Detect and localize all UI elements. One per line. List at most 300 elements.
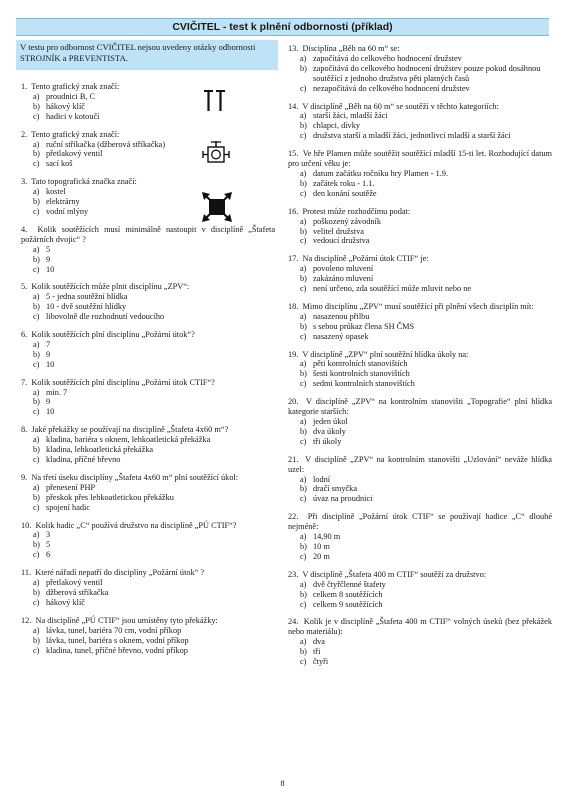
answer-option	[33, 255, 275, 265]
question-number: 21.	[288, 454, 299, 464]
option-letter: a)	[300, 111, 307, 121]
question-label: Tento grafický znak značí:	[31, 82, 120, 91]
question	[21, 425, 275, 465]
option-text: započítává do celkového hodnocení družstev pouze pokud dosáhnou soutěžící z jednoho družstva pěti platných časů	[313, 63, 541, 83]
option-letter: a)	[33, 139, 40, 149]
water-mill-map-symbol-icon	[199, 191, 235, 223]
option-text: lávka, tunel, bariéra 70 cm, vodní příkop	[46, 625, 182, 635]
option-text: šesti kontrolních stanovištích	[313, 369, 410, 379]
question-label: Kolik hadic „C“ používá družstvo na disciplíně „PÚ CTIF“?	[35, 520, 237, 530]
answer-options	[21, 92, 275, 122]
option-letter: a)	[33, 530, 40, 540]
option-text: tři úkoly	[313, 436, 342, 446]
answer-options	[21, 578, 275, 608]
question	[288, 207, 552, 247]
answer-options	[288, 359, 552, 389]
question-text	[21, 473, 275, 483]
option-letter: b)	[33, 445, 40, 455]
question-text	[21, 330, 275, 340]
option-text: čtyři	[313, 657, 329, 667]
option-text: přenesení PHP	[46, 482, 96, 492]
option-text: sedmi kontrolních stanovištích	[313, 379, 415, 389]
answer-option	[300, 121, 552, 131]
question	[288, 149, 552, 199]
question-text	[21, 282, 275, 292]
answer-option	[300, 284, 552, 294]
option-letter: b)	[33, 149, 40, 159]
answer-option	[33, 92, 275, 102]
question-text	[288, 44, 552, 54]
question	[21, 225, 275, 275]
answer-option	[33, 302, 275, 312]
option-text: kladina, lehkoatletická překážka	[46, 445, 154, 455]
answer-options	[21, 483, 275, 513]
answer-option	[300, 532, 552, 542]
option-text: započítává do celkového hodnocení družstev	[313, 53, 462, 63]
answer-option	[33, 578, 275, 588]
option-text: starší žáci, mladší žáci	[313, 111, 388, 121]
option-letter: a)	[300, 311, 307, 321]
option-letter: b)	[33, 197, 40, 207]
answer-option	[300, 437, 552, 447]
option-letter: c)	[300, 436, 307, 446]
answer-option	[33, 636, 275, 646]
option-letter: c)	[33, 359, 40, 369]
answer-option	[300, 542, 552, 552]
answer-option	[33, 207, 275, 217]
answer-option	[300, 131, 552, 141]
question-number: 16.	[288, 206, 299, 216]
option-letter: b)	[300, 541, 307, 551]
option-letter: a)	[33, 435, 40, 445]
option-text: 5	[46, 540, 51, 550]
answer-option	[33, 312, 275, 322]
question-label: V disciplíně „ZPV“ na kontrolním stanovišti „Topografie“ plní hlídka kategorie starších:	[288, 397, 552, 417]
hose-coupling-symbol-icon	[196, 84, 232, 116]
option-text: tři	[313, 647, 321, 657]
option-letter: b)	[33, 635, 40, 645]
option-letter: a)	[33, 387, 40, 397]
question-label: V disciplíně „Štafeta 400 m CTIF“ soutěží za družstvo:	[302, 569, 487, 579]
answer-option	[300, 169, 552, 179]
answer-option	[33, 397, 275, 407]
question-text	[21, 616, 275, 626]
option-text: 10	[46, 359, 55, 369]
option-text: kladina, bariéra s oknem, lehkoatletická překážka	[46, 435, 211, 445]
question-text	[288, 570, 552, 580]
option-letter: c)	[33, 502, 40, 512]
option-text: začátek roku - 1.1.	[313, 178, 375, 188]
option-letter: b)	[300, 63, 307, 73]
option-letter: c)	[33, 550, 40, 560]
question-text	[288, 512, 552, 532]
answer-option	[33, 265, 275, 275]
option-text: hákový klíč	[46, 597, 85, 607]
option-letter: c)	[33, 159, 40, 169]
option-text: 10 - dvě soutěžní hlídky	[46, 302, 127, 312]
question-number: 20.	[288, 397, 299, 407]
answer-option	[300, 274, 552, 284]
option-text: elektrárny	[46, 197, 80, 207]
question-text	[288, 350, 552, 360]
answer-option	[300, 54, 552, 64]
question-text	[288, 617, 552, 637]
question-text	[288, 455, 552, 475]
answer-option	[33, 407, 275, 417]
page-title: CVIČITEL - test k plnění odbornosti (příklad)	[16, 18, 549, 36]
answer-option	[300, 332, 552, 342]
question-label: Při disciplíně „Požární útok CTIF“ se používají hadice „C“ dlouhé nejméně:	[288, 512, 553, 532]
option-text: nasazený opasek	[313, 331, 369, 341]
answer-option	[300, 322, 552, 332]
answer-option	[300, 111, 552, 121]
option-letter: c)	[300, 551, 307, 561]
option-text: 5 - jedna soutěžní hlídka	[46, 292, 128, 302]
answer-option	[33, 540, 275, 550]
question-text	[21, 425, 275, 435]
question-number: 6.	[21, 330, 28, 340]
answer-options	[288, 169, 552, 199]
option-letter: a)	[33, 482, 40, 492]
answer-option	[300, 189, 552, 199]
option-letter: c)	[33, 264, 40, 274]
option-letter: a)	[33, 244, 40, 254]
answer-option	[33, 350, 275, 360]
question-label: Na třetí úseku disciplíny „Štafeta 4x60 m“ plní soutěžící úkol:	[31, 472, 239, 482]
answer-option	[300, 427, 552, 437]
option-text: 10 m	[313, 541, 330, 551]
option-text: nasazenou přilbu	[313, 311, 370, 321]
answer-options	[21, 435, 275, 465]
answer-option	[33, 530, 275, 540]
answer-option	[300, 179, 552, 189]
option-text: úvaz na proudnici	[313, 494, 373, 504]
question	[21, 177, 275, 217]
option-text: povoleno mluvení	[313, 264, 374, 274]
option-text: min. 7	[46, 387, 68, 397]
question	[288, 455, 552, 505]
option-letter: c)	[33, 206, 40, 216]
option-letter: a)	[33, 625, 40, 635]
option-letter: b)	[300, 274, 307, 284]
option-letter: a)	[33, 91, 40, 101]
question	[288, 350, 552, 390]
option-text: přeskok přes lehkoatletickou překážku	[46, 492, 174, 502]
option-letter: a)	[300, 417, 307, 426]
answer-options	[21, 340, 275, 370]
answer-option	[300, 657, 552, 667]
question	[21, 378, 275, 418]
question-text	[288, 254, 552, 264]
answer-options	[288, 111, 552, 141]
option-text: proudnici B, C	[46, 91, 96, 101]
option-letter: a)	[300, 168, 307, 178]
question	[21, 568, 275, 608]
option-text: dračí smyčka	[313, 484, 358, 494]
question-number: 14.	[288, 101, 299, 111]
option-letter: b)	[300, 426, 307, 436]
option-letter: c)	[300, 331, 307, 341]
answer-options	[21, 187, 275, 217]
answer-option	[33, 503, 275, 513]
question-number: 18.	[288, 301, 299, 311]
option-text: sací koš	[46, 159, 73, 169]
option-text: spojení hadic	[46, 502, 91, 512]
option-text: lávka, tunel, bariéra s oknem, vodní příkop	[46, 635, 189, 645]
option-text: vodní mlýny	[46, 206, 89, 216]
answer-options	[21, 530, 275, 560]
option-letter: c)	[33, 645, 40, 655]
question-number: 3.	[21, 177, 28, 187]
question	[288, 617, 552, 667]
option-text: s sebou průkaz člena SH ČMS	[313, 321, 415, 331]
question-label: Kolik soutěžících plní disciplínu „Požární útok CTIF“?	[31, 377, 215, 387]
question-number: 17.	[288, 254, 299, 264]
option-text: 7	[46, 339, 51, 349]
question-number: 5.	[21, 282, 28, 292]
option-text: přetlakový ventil	[46, 578, 103, 588]
question-label: Kolik soutěžících může plnit disciplínu „ZPV“:	[31, 282, 190, 292]
question-label: Které nářadí nepatří do disciplíny „Požární útok“ ?	[35, 568, 205, 578]
question-label: Na disciplíně „PÚ CTIF“ jsou umístěny tyto překážky:	[35, 615, 218, 625]
option-text: celkem 8 soutěžících	[313, 589, 383, 599]
answer-options	[288, 54, 552, 94]
answer-options	[21, 292, 275, 322]
option-letter: a)	[33, 292, 40, 302]
question-text	[288, 149, 552, 169]
question-number: 12.	[21, 615, 32, 625]
answer-option	[33, 360, 275, 370]
answer-option	[33, 140, 275, 150]
answer-options	[288, 417, 552, 447]
answer-option	[300, 359, 552, 369]
option-letter: b)	[33, 254, 40, 264]
question-label: Ve hře Plamen může soutěžit soutěžící mladší 15-ti let. Rozhodující datum pro určení věku je:	[288, 149, 552, 169]
answer-options	[288, 475, 552, 505]
pressure-valve-symbol-icon	[198, 138, 234, 170]
option-text: celkem 9 soutěžících	[313, 599, 383, 609]
answer-option	[300, 637, 552, 647]
question-text	[21, 177, 275, 187]
answer-option	[33, 483, 275, 493]
option-letter: a)	[33, 187, 40, 197]
option-letter: b)	[300, 484, 307, 494]
question	[288, 44, 552, 94]
question-label: V disciplíně „Běh na 60 m“ se soutěží v těchto kategoriích:	[302, 101, 499, 111]
option-text: přetlakový ventil	[46, 149, 103, 159]
question-text	[21, 568, 275, 578]
option-text: dva	[313, 637, 325, 647]
question-text	[288, 102, 552, 112]
answer-options	[21, 140, 275, 170]
option-text: 9	[46, 254, 51, 264]
question-number: 7.	[21, 377, 28, 387]
answer-option	[300, 236, 552, 246]
answer-options	[21, 245, 275, 275]
answer-option	[33, 435, 275, 445]
answer-option	[33, 550, 275, 560]
option-text: 10	[46, 264, 55, 274]
question-text	[21, 521, 275, 531]
option-text: chlapci, dívky	[313, 121, 361, 131]
option-text: 6	[46, 550, 51, 560]
option-text: 9	[46, 349, 51, 359]
option-text: velitel družstva	[313, 226, 364, 236]
option-letter: c)	[300, 236, 307, 246]
option-letter: a)	[300, 264, 307, 274]
question	[21, 282, 275, 322]
answer-option	[33, 646, 275, 656]
option-text: kostel	[46, 187, 66, 197]
question-number: 23.	[288, 569, 299, 579]
option-letter: b)	[300, 321, 307, 331]
right-column	[288, 44, 552, 675]
question-text	[21, 225, 275, 245]
question-label: Jaké překážky se používají na disciplíně „Štafeta 4x60 m“?	[31, 425, 229, 435]
answer-options	[288, 264, 552, 294]
answer-option	[300, 84, 552, 94]
question-number: 2.	[21, 129, 28, 139]
option-letter: c)	[33, 455, 40, 464]
question-label: Tato topografická značka značí:	[31, 177, 137, 187]
option-text: nezapočítává do celkového hodnocení družstev	[313, 83, 470, 93]
option-letter: a)	[300, 53, 307, 63]
question-number: 10.	[21, 520, 32, 530]
option-text: hákový klíč	[46, 101, 85, 111]
option-letter: b)	[33, 540, 40, 550]
option-text: 10	[46, 407, 55, 417]
option-letter: b)	[300, 226, 307, 236]
option-text: pěti kontrolních stanovištích	[313, 359, 408, 369]
option-text: 14,90 m	[313, 532, 341, 542]
option-letter: c)	[33, 312, 40, 322]
option-text: není určeno, zda soutěžící může mluvit nebo ne	[313, 284, 472, 294]
answer-option	[300, 590, 552, 600]
answer-option	[33, 149, 275, 159]
answer-option	[33, 187, 275, 197]
option-letter: c)	[33, 111, 40, 121]
question-label: Kolik je v disciplíně „Štafeta 400 m CTIF“ volných úseků (bez překážek nebo materiálu):	[288, 617, 552, 637]
answer-options	[288, 580, 552, 610]
question-text	[288, 207, 552, 217]
question	[21, 82, 275, 122]
question-label: Tento grafický znak značí:	[31, 129, 120, 139]
option-text: zakázáno mluvení	[313, 274, 374, 284]
option-letter: a)	[300, 359, 307, 369]
option-text: hadici v kotoučí	[46, 111, 100, 121]
question	[21, 521, 275, 561]
option-letter: c)	[33, 597, 40, 607]
question-label: Na disciplíně „Požární útok CTIF“ je:	[302, 254, 429, 264]
option-letter: b)	[33, 302, 40, 312]
option-text: libovolně dle rozhodnutí vedoucího	[46, 312, 165, 322]
answer-option	[33, 445, 275, 455]
option-text: poškozený závodník	[313, 216, 381, 226]
option-letter: a)	[300, 474, 307, 484]
question-text	[21, 130, 275, 140]
question-label: Kolik soutěžících musí minimálně nastoupit v disciplíně „Štafeta požárních dvojic“ ?	[21, 224, 275, 244]
answer-option	[33, 388, 275, 398]
question-number: 19.	[288, 349, 299, 359]
question-number: 8.	[21, 425, 28, 435]
page-number: 8	[280, 778, 285, 788]
option-letter: b)	[33, 587, 40, 597]
question-label: V disciplíně „ZPV“ plní soutěžní hlídka úkoly na:	[302, 349, 469, 359]
answer-option	[300, 600, 552, 610]
answer-options	[21, 388, 275, 418]
option-letter: c)	[33, 407, 40, 417]
option-text: den konání soutěže	[313, 188, 377, 198]
question	[288, 570, 552, 610]
option-text: džberová stříkačka	[46, 587, 109, 597]
option-text: ruční stříkačka (džberová stříkačka)	[46, 139, 166, 149]
answer-options	[288, 312, 552, 342]
answer-option	[300, 475, 552, 485]
question-number: 15.	[288, 149, 299, 159]
option-text: 5	[46, 244, 51, 254]
answer-option	[33, 626, 275, 636]
question	[288, 102, 552, 142]
option-letter: b)	[33, 349, 40, 359]
question	[288, 512, 552, 562]
option-text: 9	[46, 397, 51, 407]
option-letter: b)	[300, 647, 307, 657]
answer-option	[300, 580, 552, 590]
option-text: datum začátku ročníku hry Plamen - 1.9.	[313, 168, 449, 178]
option-letter: a)	[300, 532, 307, 542]
question-text	[288, 397, 552, 417]
question-number: 9.	[21, 472, 28, 482]
intro-note: V testu pro odbornost CVIČITEL nejsou uvedeny otázky odbornosti STROJNÍK a PREVENTISTA.	[16, 40, 278, 70]
answer-option	[33, 245, 275, 255]
question-label: Protest může rozhodčímu podat:	[302, 206, 411, 216]
option-text: jeden úkol	[313, 417, 348, 426]
option-letter: b)	[300, 121, 307, 131]
question	[21, 473, 275, 513]
answer-option	[33, 102, 275, 112]
option-text: vedoucí družstva	[313, 236, 370, 246]
option-letter: b)	[33, 397, 40, 407]
left-column	[21, 82, 275, 663]
answer-options	[288, 217, 552, 247]
option-text: dva úkoly	[313, 426, 346, 436]
option-text: dvě čtyřčlenné štafety	[313, 579, 386, 589]
answer-option	[33, 588, 275, 598]
option-letter: c)	[300, 284, 307, 294]
question	[21, 616, 275, 656]
question-text	[21, 378, 275, 388]
option-text: kladina, tunel, příčné břevno, vodní příkop	[46, 645, 188, 655]
option-letter: b)	[300, 589, 307, 599]
option-letter: b)	[300, 369, 307, 379]
question-text	[288, 302, 552, 312]
option-letter: a)	[300, 579, 307, 589]
question	[288, 302, 552, 342]
question-number: 13.	[288, 44, 299, 53]
answer-option	[33, 112, 275, 122]
answer-option	[300, 227, 552, 237]
answer-options	[288, 532, 552, 562]
option-letter: a)	[33, 578, 40, 588]
answer-option	[300, 552, 552, 562]
answer-option	[33, 493, 275, 503]
option-letter: c)	[300, 131, 307, 141]
answer-option	[33, 598, 275, 608]
option-letter: c)	[300, 83, 307, 93]
option-letter: c)	[300, 599, 307, 609]
answer-option	[33, 197, 275, 207]
question-label: Kolik soutěžících plní disciplínu „Požární útok“?	[31, 330, 195, 340]
